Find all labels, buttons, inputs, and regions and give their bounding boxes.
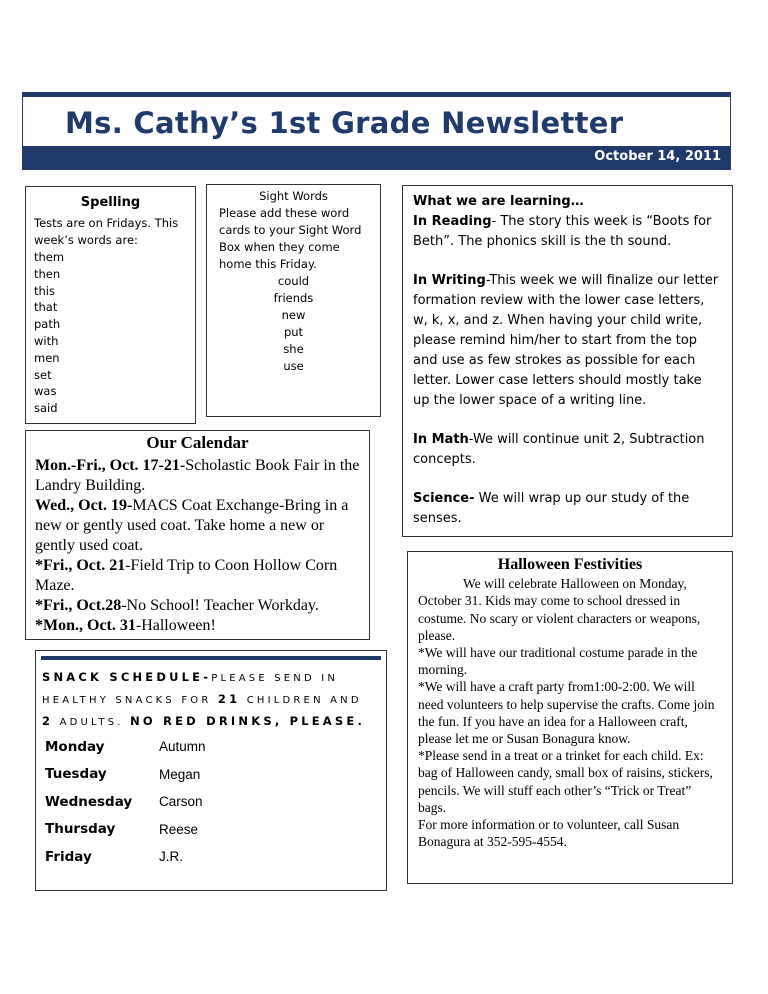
halloween-paragraph: *We will have a craft party from1:00-2:00. We will need volunteers to help supervise the crafts. Come join the fun. If you have an idea for a Halloween craft, please let me or Susan Bonagura know.: [418, 679, 715, 747]
sight-word: new: [281, 308, 306, 322]
calendar-event: [35, 556, 360, 596]
learning-box: [402, 185, 733, 537]
halloween-paragraph: *Please send in a treat or a trinket for each child. Ex: bag of Halloween candy, small box of raisins, stickers, pencils. We will stuff each other’s “Trick or Treat” bags.: [418, 748, 713, 815]
spelling-word: with: [34, 333, 59, 348]
calendar-event: [35, 616, 360, 636]
snack-day: Thursday: [45, 821, 116, 838]
writing-label: In Writing: [413, 273, 486, 288]
snack-heading-label: SNACK SCHEDULE-: [42, 670, 212, 684]
spelling-word-list: [34, 249, 187, 417]
snack-name: Carson: [159, 794, 203, 810]
table-row: [45, 761, 206, 789]
newsletter-date: October 14, 2011: [594, 149, 721, 164]
math-text: -We will continue unit 2, Subtraction concepts.: [413, 432, 705, 467]
calendar-box: [25, 430, 370, 640]
writing-section: [413, 271, 722, 411]
snack-heading: [42, 667, 367, 733]
spelling-word: then: [34, 266, 61, 281]
snack-schedule-box: [35, 650, 387, 891]
spelling-intro: Tests are on Fridays. This week’s words are:: [34, 216, 179, 247]
learning-heading: What we are learning…: [413, 194, 584, 209]
newsletter-header: [22, 92, 731, 147]
spelling-word: that: [34, 300, 58, 315]
event-date: Mon.-Fri., Oct. 17-21-: [35, 457, 186, 474]
page-title: Ms. Cathy’s 1st Grade Newsletter: [65, 106, 624, 140]
spelling-word: set: [34, 367, 52, 382]
calendar-event: [35, 456, 360, 496]
spelling-heading: Spelling: [80, 195, 141, 210]
spelling-box: [25, 186, 196, 424]
snack-name: Autumn: [159, 739, 206, 755]
halloween-paragraph: We will celebrate Halloween on Monday, October 31. Kids may come to school dressed in costume. No scary or violent characters or weapons, please.: [418, 576, 701, 643]
science-section: [413, 489, 722, 529]
reading-section: [413, 212, 722, 252]
snack-day: Monday: [45, 738, 105, 755]
science-text: We will wrap up our study of the senses.: [413, 491, 690, 526]
sight-words-heading: Sight Words: [259, 189, 328, 203]
event-date: Wed., Oct. 19-: [35, 497, 133, 514]
snack-day: Wednesday: [45, 793, 133, 810]
adults-count: 2: [42, 714, 54, 728]
spelling-word: men: [34, 350, 60, 365]
calendar-event: [35, 596, 360, 616]
event-date: *Fri., Oct. 21: [35, 557, 126, 574]
date-bar: [22, 147, 731, 170]
spelling-word: path: [34, 317, 61, 332]
snack-table: [45, 733, 206, 871]
snack-name: J.R.: [159, 849, 184, 865]
calendar-event: [35, 496, 360, 556]
sight-word: use: [283, 359, 304, 373]
sight-word-list: [215, 273, 372, 375]
event-text: -Field Trip to Coon Hollow Corn Maze.: [35, 557, 338, 594]
children-count: 21: [217, 692, 241, 706]
halloween-box: [407, 551, 733, 884]
table-row: [45, 843, 206, 871]
snack-heading-text: PLEASE SEND IN HEALTHY SNACKS FOR: [42, 673, 339, 706]
sight-word: put: [283, 325, 304, 339]
snack-day: Friday: [45, 848, 92, 865]
sight-word: she: [283, 342, 304, 356]
event-date: *Mon., Oct. 31: [35, 617, 136, 634]
event-text: MACS Coat Exchange-Bring in a new or gently used coat. Take home a new or gently used coat.: [35, 497, 349, 554]
sight-words-intro: Please add these word cards to your Sight Word Box when they come home this Friday.: [219, 206, 362, 271]
sight-words-box: [206, 184, 381, 417]
event-text: -Halloween!: [135, 617, 216, 634]
sight-word: could: [277, 274, 310, 288]
halloween-paragraph: For more information or to volunteer, call Susan Bonagura at 352-595-4554.: [418, 817, 680, 850]
snack-divider: [41, 656, 381, 660]
reading-text: - The story this week is “Boots for Beth”. The phonics skill is the th sound.: [413, 214, 712, 249]
spelling-word: them: [34, 250, 65, 264]
event-text: -No School! Teacher Workday.: [121, 597, 319, 614]
snack-name: Megan: [159, 766, 201, 782]
spelling-word: said: [34, 401, 58, 416]
event-date: *Fri., Oct.28: [35, 597, 122, 614]
no-red-drinks-note: NO RED DRINKS, PLEASE.: [130, 714, 366, 728]
snack-heading-mid: CHILDREN AND: [240, 695, 362, 706]
sight-word: friends: [273, 291, 314, 305]
reading-label: In Reading: [413, 214, 492, 229]
spelling-word: this: [34, 283, 55, 298]
snack-heading-end: ADULTS.: [53, 717, 131, 728]
writing-text: -This week we will finalize our letter formation review with the lower case letters, w, k, x, and z. When having your child write, please remind him/her to start from the top and use as few strokes as possible for each letter. Lower case letters should mostly take up the lower space of a writing line.: [413, 273, 719, 408]
math-label: In Math: [413, 432, 469, 447]
snack-day: Tuesday: [45, 766, 107, 783]
math-section: [413, 430, 722, 470]
table-row: [45, 733, 206, 761]
spelling-word: was: [34, 384, 57, 399]
halloween-paragraph: *We will have our traditional costume parade in the morning.: [418, 645, 698, 678]
table-row: [45, 816, 206, 844]
calendar-heading: Our Calendar: [146, 433, 249, 452]
snack-name: Reese: [159, 821, 199, 837]
science-label: Science-: [413, 491, 475, 506]
event-text: Scholastic Book Fair in the Landry Building.: [35, 457, 360, 494]
halloween-heading: Halloween Festivities: [497, 556, 643, 573]
table-row: [45, 788, 206, 816]
